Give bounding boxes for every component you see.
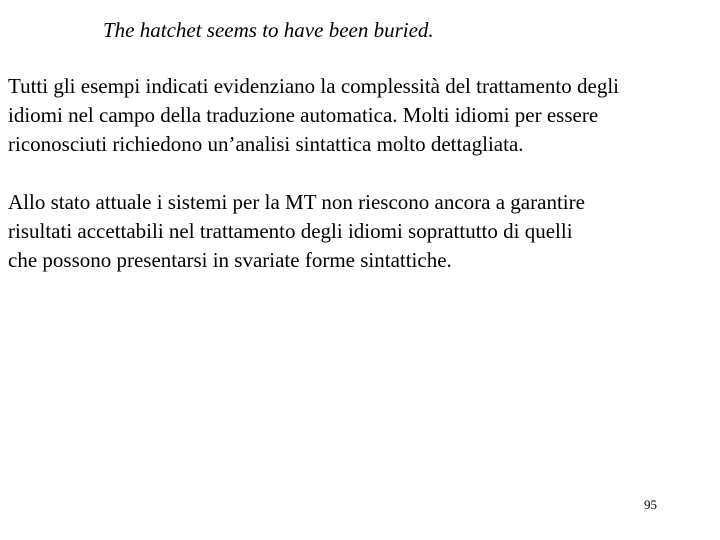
paragraph-line: Allo stato attuale i sistemi per la MT non riescono ancora a garantire xyxy=(8,190,585,214)
example-sentence: The hatchet seems to have been buried. xyxy=(103,18,434,42)
page-number: 95 xyxy=(644,497,657,512)
paragraph-line: Tutti gli esempi indicati evidenziano la complessità del trattamento degli xyxy=(8,74,619,98)
paragraph-line: riconosciuti richiedono un’analisi sintattica molto dettagliata. xyxy=(8,132,524,156)
paragraph-idiom-complexity xyxy=(8,72,714,159)
paragraph-mt-systems xyxy=(8,188,714,275)
paragraph-line: che possono presentarsi in svariate forme sintattiche. xyxy=(8,248,452,272)
paragraph-line: idiomi nel campo della traduzione automatica. Molti idiomi per essere xyxy=(8,103,599,127)
paragraph-line: risultati accettabili nel trattamento degli idiomi soprattutto di quelli xyxy=(8,219,573,243)
